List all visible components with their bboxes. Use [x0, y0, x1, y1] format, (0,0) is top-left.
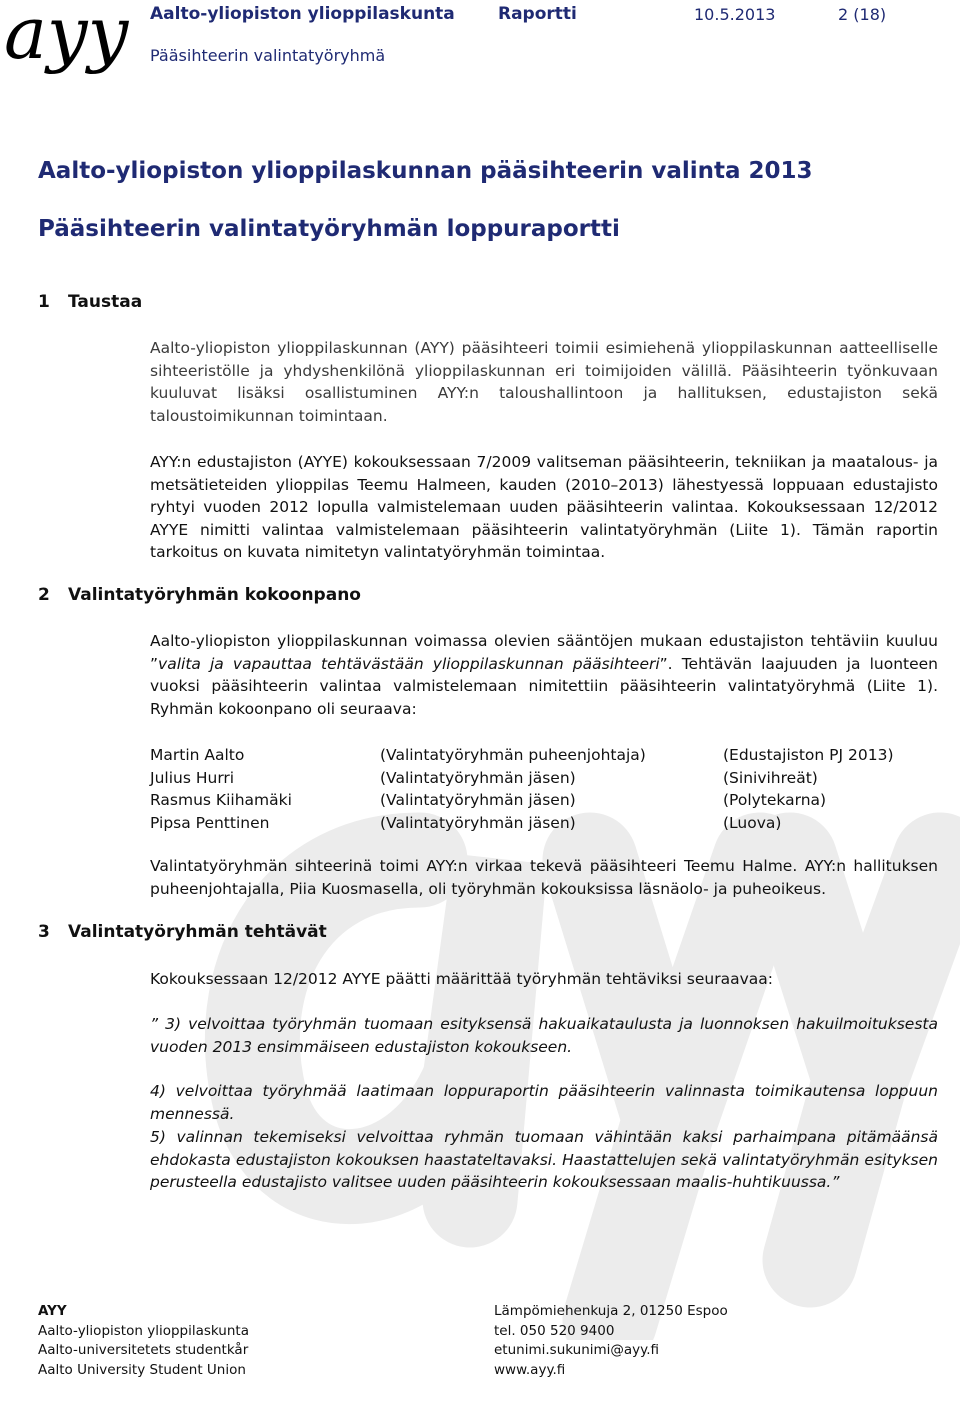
member-name: Julius Hurri [150, 768, 235, 787]
member-row [150, 744, 943, 767]
header-page-number: 2 (18) [838, 5, 887, 24]
footer-email: etunimi.sukunimi@ayy.fi [494, 1342, 660, 1358]
footer-left [38, 1302, 249, 1380]
footer-address: Lämpömiehenkuja 2, 01250 Espoo [494, 1303, 728, 1319]
section-1-paragraph-1: Aalto-yliopiston ylioppilaskunnan (AYY) pääsihteeri toimii esimiehenä ylioppilaskunnan aatteelliselle sihteeristölle ja yhdyshenkilönä ylioppilaskunnan eri toimijoiden välillä. Pääsihteerin työnkuvaan kuuluvat lisäksi osallistuminen AYY:n taloushallintoon ja hallituksen, edustajiston sekä taloustoimikunnan toimintaan. [150, 339, 938, 425]
member-role: (Valintatyöryhmän jäsen) [380, 813, 576, 832]
footer-org-fi: Aalto-yliopiston ylioppilaskunta [38, 1322, 249, 1339]
member-row [150, 812, 943, 835]
section-title: Taustaa [68, 292, 143, 312]
member-name: Pipsa Penttinen [150, 813, 270, 832]
member-role: (Valintatyöryhmän jäsen) [380, 791, 576, 809]
logo-text: ayy [4, 0, 129, 74]
section-1-heading [38, 292, 142, 312]
member-name: Rasmus Kiihamäki [150, 791, 292, 809]
section-2-heading [38, 585, 361, 605]
footer-phone: tel. 050 520 9400 [494, 1322, 615, 1339]
footer-org-short: AYY [38, 1303, 67, 1319]
section-title: Valintatyöryhmän kokoonpano [68, 585, 361, 605]
ayy-logo [2, 0, 150, 74]
member-org: (Luova) [723, 813, 782, 832]
header-doc-type: Raportti [498, 4, 577, 24]
footer-org-en: Aalto University Student Union [38, 1361, 246, 1378]
header-date: 10.5.2013 [694, 5, 776, 24]
footer-org-sv: Aalto-universitetets studentkår [38, 1342, 249, 1358]
section-2-paragraph-1 [150, 630, 938, 720]
members-table [150, 744, 943, 834]
member-name: Martin Aalto [150, 746, 245, 764]
section-number: 2 [38, 585, 50, 605]
footer-website: www.ayy.fi [494, 1361, 566, 1378]
member-row [150, 789, 943, 812]
member-role: (Valintatyöryhmän puheenjohtaja) [380, 746, 646, 764]
paragraph-text: Aalto-yliopiston ylioppilaskunnan voimassa olevien sääntöjen mukaan edustajiston tehtäviin kuuluu ” [150, 632, 938, 673]
section-2-paragraph-2: Valintatyöryhmän sihteerinä toimi AYY:n virkaa tekevä pääsihteeri Teemu Halme. AYY:n hallituksen puheenjohtajalla, Piia Kuosmasella, oli työryhmän kokouksissa läsnäolo- ja puheoikeus. [150, 857, 938, 898]
quoted-item-5: 5) valinnan tekemiseksi velvoittaa ryhmän tuomaan vähintään kaksi parhaimpana pitämäänsä ehdokasta edustajiston kokouksen haastateltavaksi. Haastattelujen sekä valintatyöryhmän esityksen perusteella edustajisto valitsee uuden pääsihteerin kokouksessaan maalis-huhtikuussa.” [150, 1128, 938, 1191]
member-org: (Edustajiston PJ 2013) [723, 746, 894, 764]
member-row [150, 767, 943, 790]
section-title: Valintatyöryhmän tehtävät [68, 922, 327, 942]
section-3-paragraph-1: Kokouksessaan 12/2012 AYYE päätti määrittää työryhmän tehtäviksi seuraavaa: [150, 970, 773, 988]
header-group: Pääsihteerin valintatyöryhmä [150, 46, 386, 65]
member-org: (Sinivihreät) [723, 768, 818, 787]
section-number: 3 [38, 922, 50, 942]
member-org: (Polytekarna) [723, 791, 827, 809]
quoted-item-4: 4) velvoittaa työryhmää laatimaan loppuraportin pääsihteerin valinnasta toimikautensa loppuun mennessä. [150, 1082, 938, 1123]
footer-right [494, 1302, 728, 1380]
header-org: Aalto-yliopiston ylioppilaskunta [150, 4, 455, 24]
document-subtitle: Pääsihteerin valintatyöryhmän loppuraportti [38, 216, 620, 242]
quoted-item-3: ” 3) velvoittaa työryhmän tuomaan esityksensä hakuaikataulusta ja luonnoksen hakuilmoituksesta vuoden 2013 ensimmäiseen edustajiston kokoukseen. [150, 1015, 938, 1056]
section-1-paragraph-2: AYY:n edustajiston (AYYE) kokouksessaan 7/2009 valitseman pääsihteerin, tekniikan ja maatalous- ja metsätieteiden ylioppilas Teemu Halmeen, kauden (2010–2013) lähestyessä loppuaan edustajisto ryhtyi vuoden 2012 lopulla valmistelemaan uuden pääsihteerin valintaa. Kokouksessaan 12/2012 AYYE nimitti valintaa valmistelemaan pääsihteerin valintatyöryhmän (Liite 1). Tämän raportin tarkoitus on kuvata nimitetyn valintatyöryhmän toimintaa. [150, 453, 938, 561]
paragraph-text: ”. Tehtävän laajuuden ja luonteen vuoksi pääsihteerin valintaa valmistelemaan nimitettiin pääsihteerin valintatyöryhmä (Liite 1). Ryhmän kokoonpano oli seuraava: [150, 654, 938, 718]
member-role: (Valintatyöryhmän jäsen) [380, 768, 576, 787]
section-number: 1 [38, 292, 50, 312]
quoted-rule: valita ja vapauttaa tehtävästään ylioppilaskunnan pääsihteeri [158, 654, 660, 673]
document-title: Aalto-yliopiston ylioppilaskunnan pääsihteerin valinta 2013 [38, 158, 813, 184]
section-3-heading [38, 922, 327, 942]
